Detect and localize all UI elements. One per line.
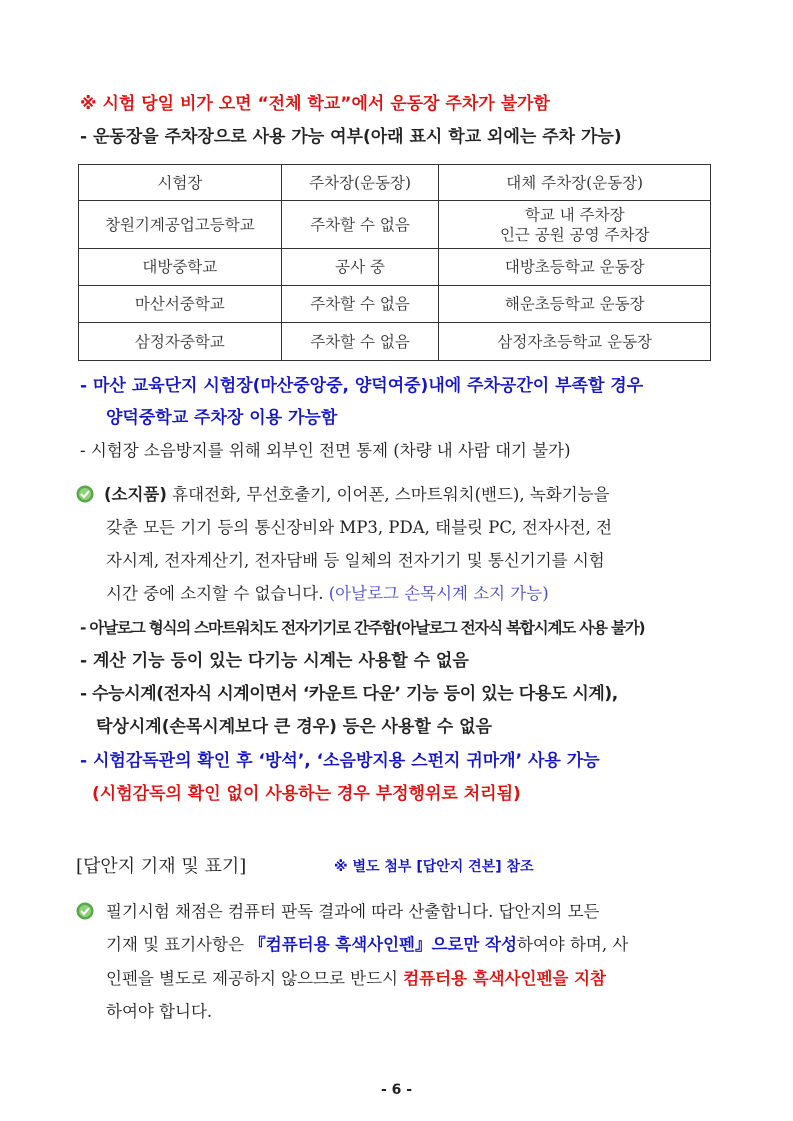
- items-paragraph-line: 갖춘 모든 기기 등의 통신장비와 MP3, PDA, 태블릿 PC, 전자사전, 전: [106, 518, 613, 537]
- alt-parking-cell: 해운초등학교 운동장: [439, 286, 711, 323]
- pen-bring-notice: 컴퓨터용 흑색사인펜을 지참: [403, 969, 606, 988]
- header-exam-site: 시험장: [79, 165, 282, 201]
- rain-notice: ※ 시험 당일 비가 오면 “전체 학교”에서 운동장 주차가 불가함: [80, 94, 550, 114]
- items-paragraph-line: 자시계, 전자계산기, 전자담배 등 일체의 전자기기 및 통신기기를 시험: [106, 551, 605, 570]
- parking-cell: 주차할 수 없음: [281, 201, 439, 249]
- rule-suneung-watch: - 수능시계(전자식 시계이면서 ‘카운트 다운’ 기능 등이 있는 다용도 시계),: [80, 684, 618, 704]
- answer-paragraph-line: [106, 968, 606, 990]
- answer-text: 기재 및 표기사항은: [106, 935, 250, 954]
- rule-suneung-watch-cont: 탁상시계(손목시계보다 큰 경우) 등은 사용할 수 없음: [96, 717, 492, 737]
- site-cell: 마산서중학교: [79, 286, 282, 323]
- pen-requirement: 『컴퓨터용 흑색사인펜』으로만 작성: [249, 935, 517, 954]
- alt-parking-line: 인근 공원 공영 주차장: [499, 225, 650, 244]
- table-header-row: [79, 165, 711, 201]
- site-cell: 창원기계공업고등학교: [79, 201, 282, 249]
- answer-text: 인펜을 별도로 제공하지 않으므로 반드시: [106, 969, 404, 988]
- site-cell: 삼정자중학교: [79, 323, 282, 361]
- header-alt-parking: 대체 주차장(운동장): [439, 165, 711, 201]
- answer-paragraph-line: 하여야 합니다.: [106, 1002, 213, 1021]
- alt-parking-cell: [439, 201, 711, 249]
- items-paragraph-line: [106, 583, 549, 605]
- answer-paragraph-line: 필기시험 채점은 컴퓨터 판독 결과에 따라 산출합니다. 답안지의 모든: [106, 902, 600, 921]
- parking-cell: 주차할 수 없음: [281, 323, 439, 361]
- parking-cell: 주차할 수 없음: [281, 286, 439, 323]
- section-title: [답안지 기재 및 표기]: [76, 856, 247, 877]
- items-text: 휴대전화, 무선호출기, 이어폰, 스마트워치(밴드), 녹화기능을: [166, 485, 610, 504]
- items-text: 시간 중에 소지할 수 없습니다.: [106, 584, 329, 603]
- table-row: [79, 286, 711, 323]
- items-label: (소지품): [104, 485, 167, 504]
- page-number: - 6 -: [380, 1082, 413, 1098]
- check-bullet-icon: [76, 485, 94, 503]
- items-paragraph-line: [104, 484, 610, 506]
- table-row: [79, 323, 711, 361]
- rule-multifunction-watch: - 계산 기능 등이 있는 다기능 시계는 사용할 수 없음: [80, 651, 469, 671]
- answer-paragraph-line: [106, 934, 628, 956]
- parking-table: [78, 164, 711, 361]
- section-note: ※ 별도 첨부 [답안지 견본] 참조: [334, 859, 534, 875]
- rule-analog-smartwatch: - 아날로그 형식의 스마트워치도 전자기기로 간주함(아날로그 전자식 복합시계도 사용 불가): [80, 619, 645, 637]
- analog-watch-allowed: (아날로그 손목시계 소지 가능): [328, 584, 549, 603]
- rule-cushion-warning: (시험감독의 확인 없이 사용하는 경우 부정행위로 처리됨): [92, 784, 521, 804]
- noise-control-note: - 시험장 소음방지를 위해 외부인 전면 통제 (차량 내 사람 대기 불가): [80, 441, 571, 460]
- alt-parking-cell: 삼정자초등학교 운동장: [439, 323, 711, 361]
- site-cell: 대방중학교: [79, 249, 282, 286]
- table-row: [79, 249, 711, 286]
- parking-cell: 공사 중: [281, 249, 439, 286]
- answer-text: 하여야 하며, 사: [516, 935, 629, 954]
- masan-parking-note: - 마산 교육단지 시험장(마산중앙중, 양덕여중)내에 주차공간이 부족할 경우: [80, 376, 644, 396]
- masan-parking-note-cont: 양덕중학교 주차장 이용 가능함: [106, 408, 338, 428]
- check-bullet-icon: [76, 902, 94, 920]
- alt-parking-line: 학교 내 주차장: [524, 205, 625, 224]
- rule-cushion-earplug: - 시험감독관의 확인 후 ‘방석’, ‘소음방지용 스펀지 귀마개’ 사용 가능: [80, 751, 600, 771]
- table-row: [79, 201, 711, 249]
- alt-parking-cell: 대방초등학교 운동장: [439, 249, 711, 286]
- header-parking: 주차장(운동장): [281, 165, 439, 201]
- parking-availability-title: - 운동장을 주차장으로 사용 가능 여부(아래 표시 학교 외에는 주차 가능): [80, 127, 622, 147]
